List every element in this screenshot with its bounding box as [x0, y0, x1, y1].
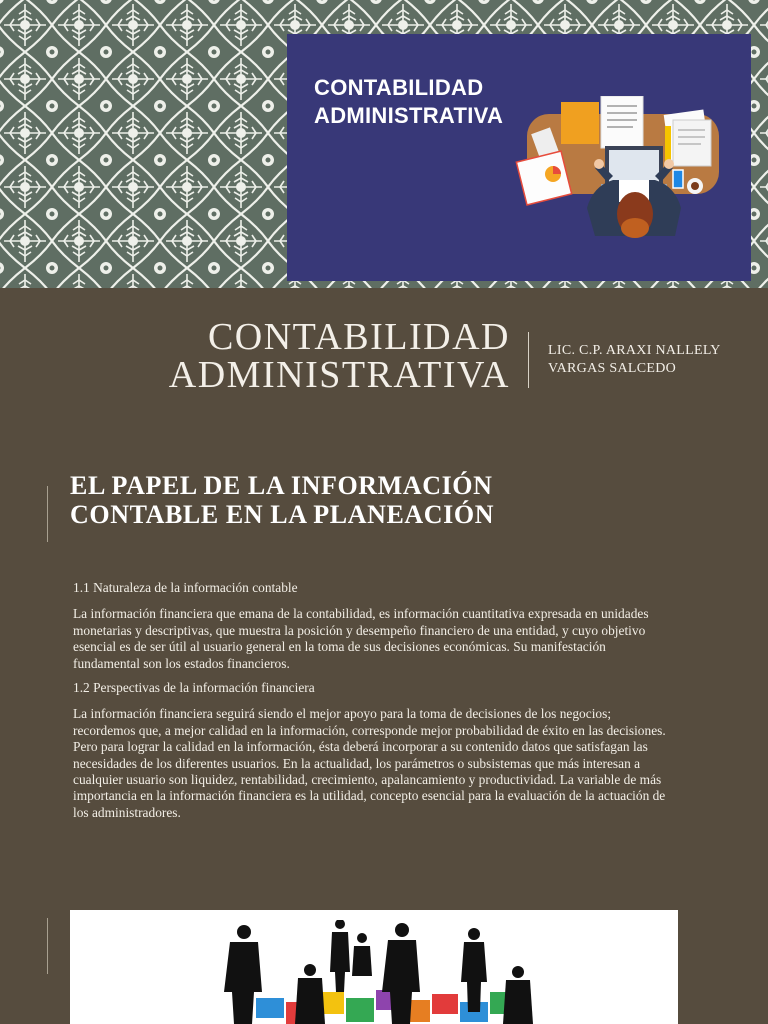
heading-accent-line [47, 486, 48, 542]
author-line2: VARGAS SALCEDO [548, 361, 677, 376]
section-heading-line1: EL PAPEL DE LA INFORMACIÓN [70, 471, 493, 500]
cover-title [314, 74, 503, 130]
body-text [73, 580, 673, 829]
author-line1: LIC. C.P. ARAXI NALLELY [548, 343, 721, 358]
section-heading [70, 471, 494, 529]
cover-title-line2: ADMINISTRATIVA [314, 103, 504, 128]
paragraph-1-2: La información financiera seguirá siendo el mejor apoyo para la toma de decisiones de los negocios; recordemos que, a mejor calidad en la información, corresponde mejor probabilidad de éxito en las decisiones. Pero para lograr la calidad en la información, ésta deberá incorporar a su contenido datos que satisfagan las necesidades de los diferentes usuarios. En la actualidad, los parámetros o subsistemas que más interesan a cualquier usuario son liquidez, rentabilidad, crecimiento, apalancamiento y productividad. La variable de más importancia en la información financiera es la utilidad, concepto esencial para la evaluación de la actuación de los administradores. [73, 706, 666, 820]
business-image-panel [70, 910, 678, 1024]
business-people-silhouettes-icon [186, 920, 566, 1024]
bottom-accent-line [47, 918, 48, 974]
section-heading-line2: CONTABLE EN LA PLANEACIÓN [70, 500, 495, 529]
subsection-heading-1-2: 1.2 Perspectivas de la información financiera [73, 680, 315, 696]
cover-title-line1: CONTABILIDAD [314, 75, 484, 100]
subsection-heading-1-1: 1.1 Naturaleza de la información contable [73, 580, 298, 595]
title-divider [528, 332, 529, 388]
cover-card [287, 34, 751, 281]
main-title-line1: CONTABILIDAD [207, 316, 510, 358]
main-title [169, 318, 510, 394]
main-title-line2: ADMINISTRATIVA [168, 354, 510, 396]
paragraph-1-1: La información financiera que emana de la contabilidad, es información cuantitativa expresada en unidades monetarias y descriptivas, que muestra la posición y desempeño financiero de una entidad, y cuyo objetivo esencial es de ser útil al usuario general en la toma de sus decisiones económicas. Su manifestación fundamental son los estados financieros. [73, 606, 649, 671]
author [548, 342, 721, 378]
person-at-desk-with-laptop-icon [515, 96, 725, 276]
